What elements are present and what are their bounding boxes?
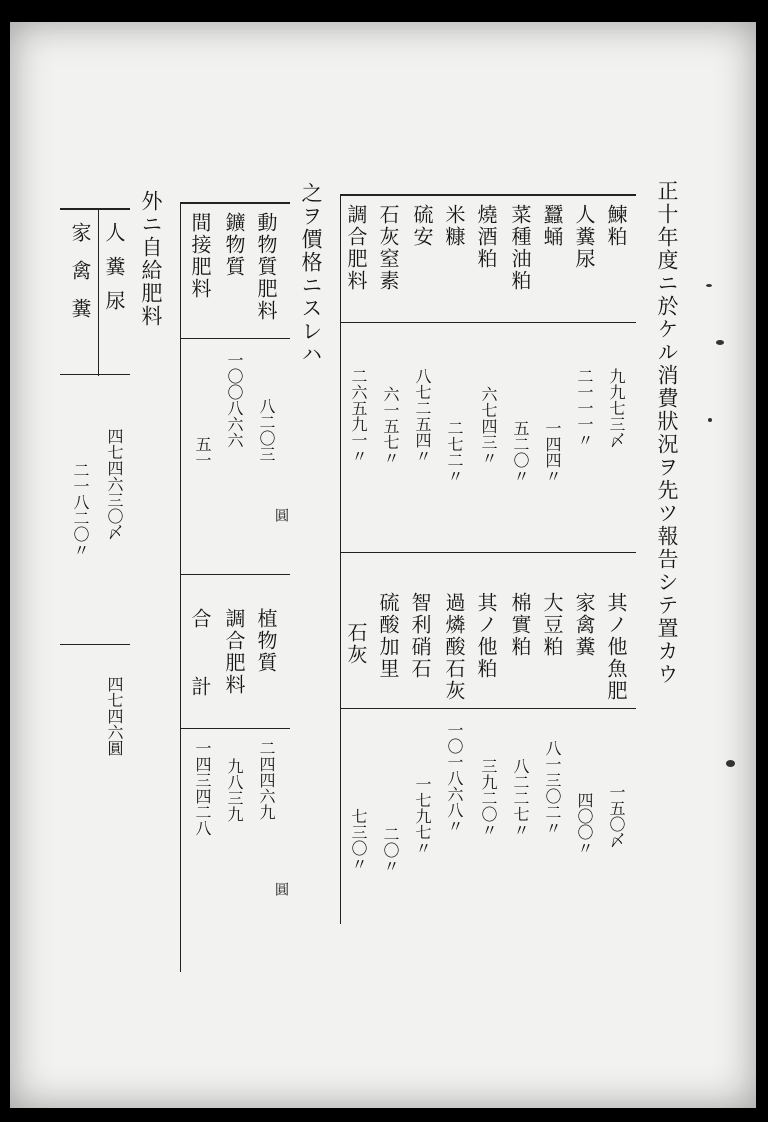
t1-l-name-7: 硫酸加里 — [376, 592, 400, 680]
t1-r-value-3: 五二〇〃 — [511, 420, 530, 484]
price-heading: 之ヲ價格ニスレハ — [299, 182, 323, 366]
table1-top-rule — [340, 194, 636, 196]
t1-r-value-6: 八七二五四〃 — [413, 368, 432, 464]
t2-l-name-0: 植物質 — [254, 608, 278, 674]
table2-top-rule — [180, 202, 290, 204]
t3-value2-0: 四七四六圓 — [105, 676, 124, 756]
t1-r-name-6: 硫安 — [410, 204, 434, 248]
table1-header-rule — [340, 322, 636, 323]
t2-l-value-0: 二四四六九 — [257, 740, 276, 820]
t1-l-value-8: 七三〇〃 — [349, 808, 368, 872]
table1-name-rule — [340, 708, 636, 709]
t1-r-value-8: 二六五九一〃 — [349, 368, 368, 464]
t2-r-name-1: 鑛物質 — [222, 212, 246, 278]
t3-value-0: 四七四六三〇〆 — [105, 428, 124, 540]
t2-r-value-2: 五一 — [193, 436, 212, 468]
t3-name-1: 家禽糞 — [68, 222, 92, 336]
t1-r-value-5: 二七二〃 — [445, 420, 464, 484]
t1-l-value-4: 三九二〇〃 — [479, 758, 498, 838]
t1-l-name-0: 其ノ他魚肥 — [604, 592, 628, 702]
t1-l-name-6: 智利硝石 — [408, 592, 432, 680]
t1-r-value-4: 六七四三〃 — [479, 386, 498, 466]
t1-r-value-7: 六一五七〃 — [381, 386, 400, 466]
t1-r-name-4: 燒酒粕 — [474, 204, 498, 270]
t2-l-value-1: 九八三九 — [225, 758, 244, 822]
t1-l-value-5: 一〇一八六八〃 — [445, 722, 464, 834]
t1-l-name-8: 石灰 — [344, 622, 368, 666]
t1-r-name-0: 鰊粕 — [604, 204, 628, 248]
t2-r-name-0: 動物質肥料 — [254, 212, 278, 322]
table2-left-rule — [180, 202, 181, 972]
t1-r-value-2: 一四四〃 — [543, 420, 562, 484]
t1-l-value-3: 八二二七〃 — [511, 758, 530, 838]
table3-mid-rule — [60, 644, 130, 645]
scan-speck — [706, 284, 712, 287]
t1-r-name-2: 蠶蛹 — [540, 204, 564, 248]
t3-value-1: 二一八二〇〃 — [71, 462, 90, 558]
table2-header-rule — [180, 338, 290, 339]
t1-l-name-4: 其ノ他粕 — [474, 592, 498, 680]
t2-l-value-2: 一四三四二八 — [193, 740, 212, 836]
self-fertilizer-heading: 外ニ自給肥料 — [139, 190, 163, 328]
t1-r-value-1: 二一一一〃 — [575, 368, 594, 448]
t1-l-value-7: 二〇〃 — [381, 826, 400, 874]
t1-r-value-0: 九九七三〆 — [607, 368, 626, 448]
t2-l-unit-0: 圓 — [273, 882, 289, 896]
t1-l-name-1: 家禽糞 — [572, 592, 596, 658]
table3-row-divider — [98, 208, 99, 376]
table2-mid-rule — [180, 574, 290, 575]
t2-l-name-2: 合計 — [188, 608, 212, 744]
table1-left-rule — [340, 194, 341, 924]
t2-r-name-2: 間接肥料 — [188, 212, 212, 300]
document-page — [10, 22, 756, 1108]
t2-l-name-1: 調合肥料 — [222, 608, 246, 696]
t3-name-0: 人糞尿 — [102, 222, 126, 324]
scan-speck — [726, 760, 735, 767]
scan-speck — [716, 340, 724, 345]
main-heading: 正十年度ニ於ケル消費狀況ヲ先ツ報告シテ置カウ — [655, 180, 679, 686]
t1-r-name-5: 米糠 — [442, 204, 466, 248]
t1-l-value-0: 一五〇〆 — [607, 784, 626, 848]
t1-r-name-1: 人糞尿 — [572, 204, 596, 270]
table3-header-rule — [60, 374, 130, 375]
table1-mid-rule — [340, 552, 636, 553]
table3-top-rule — [60, 208, 130, 210]
t1-r-name-3: 菜種油粕 — [508, 204, 532, 292]
t1-l-name-2: 大豆粕 — [540, 592, 564, 658]
t1-l-name-5: 過燐酸石灰 — [442, 592, 466, 702]
t2-r-value-0: 八二〇三 — [257, 398, 276, 462]
t2-r-value-1: 一〇〇八六六 — [225, 352, 244, 448]
t1-l-value-6: 一七九七〃 — [413, 776, 432, 856]
t2-r-unit-0: 圓 — [273, 508, 289, 522]
t1-r-name-8: 調合肥料 — [344, 204, 368, 292]
t1-r-name-7: 石灰窒素 — [376, 204, 400, 292]
t1-l-name-3: 棉實粕 — [508, 592, 532, 658]
t1-l-value-2: 八一三〇二〃 — [543, 740, 562, 836]
scan-speck — [708, 418, 712, 422]
t1-l-value-1: 四〇〇〃 — [575, 792, 594, 856]
